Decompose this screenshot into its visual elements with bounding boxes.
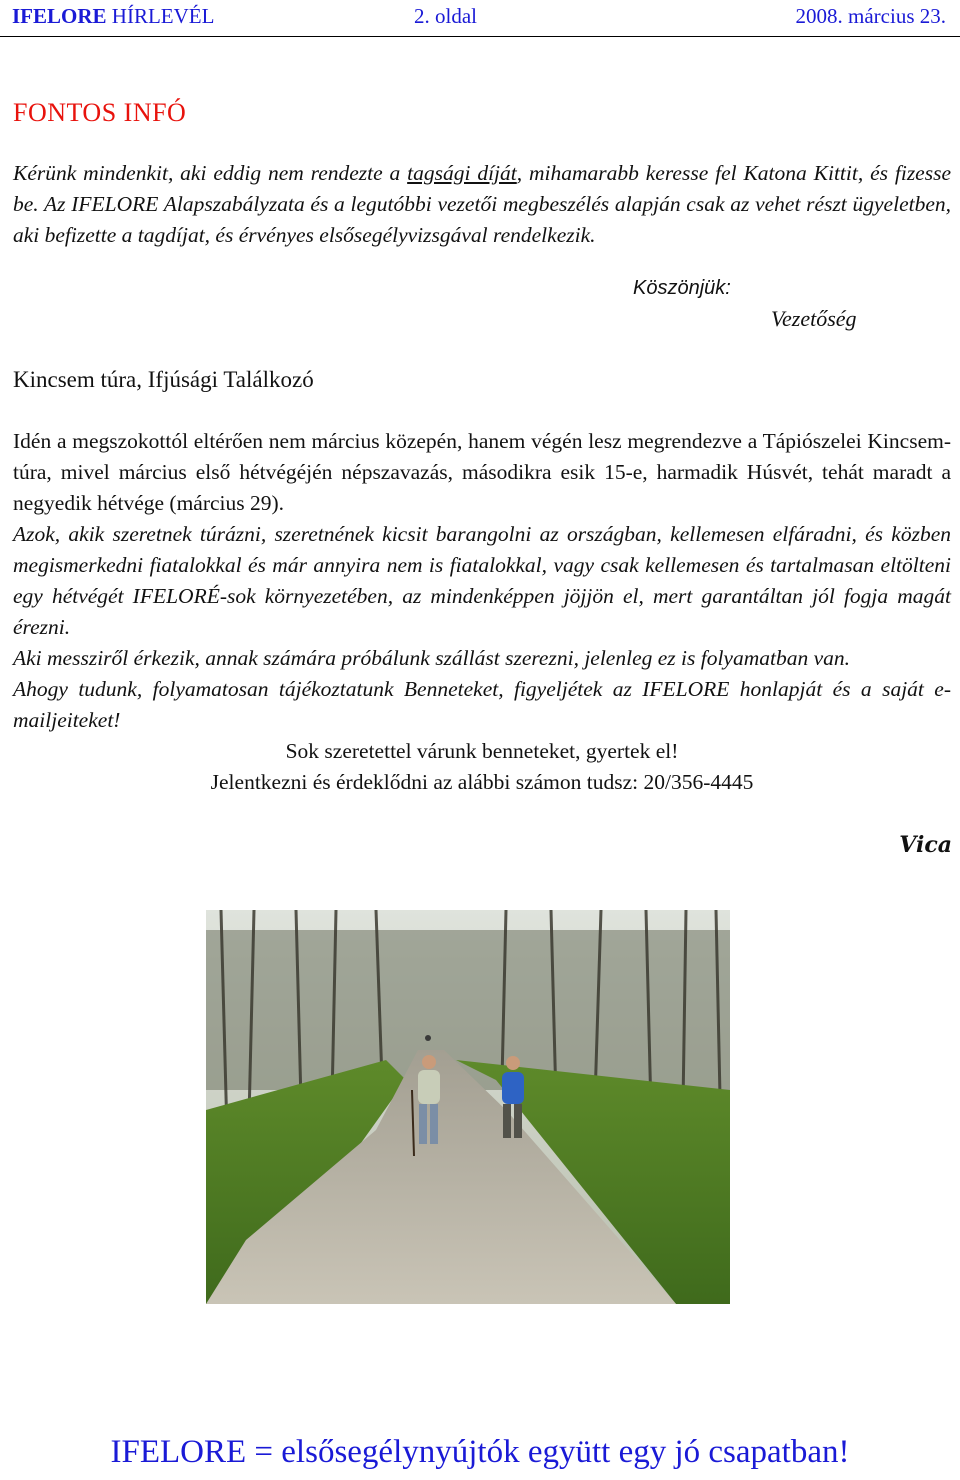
header-brand [12, 4, 214, 29]
article-paragraph-3: Aki messziről érkezik, annak számára próbálunk szállást szerezni, jelenleg ez is folyamatban van. [13, 646, 851, 670]
info-text-post: , mihamarabb keresse fel Katona Kittit, és fizesse be. Az IFELORE Alapszabályzata és a legutóbbi vezetői megbeszélés alapján csak az vehet részt ügyeletben, aki befizette a tagdíjat, és érvényes elsősegélyvizsgával rendelkezik. [13, 161, 952, 247]
thanks-text: Köszönjük: [633, 277, 731, 299]
issue-date: 2008. március 23. [795, 4, 946, 28]
info-title: FONTOS INFÓ [13, 98, 187, 127]
photo-hiker-distant [425, 1035, 431, 1041]
newsletter-header [0, 0, 960, 37]
info-text-pre: Kérünk mindenkit, aki eddig nem rendezte a [13, 161, 408, 185]
closing-line-2: Jelentkezni és érdeklődni az alábbi számon tudsz: 20/356-4445 [210, 770, 754, 794]
info-paragraph [13, 158, 951, 251]
article-title: Kincsem túra, Ifjúsági Találkozó [13, 367, 314, 392]
closing-line-1: Sok szeretettel várunk benneteket, gyertek el! [285, 739, 679, 763]
article-author: Vica [899, 832, 952, 858]
header-subtitle: HÍRLEVÉL [111, 4, 215, 28]
footer-slogan: IFELORE = elsősegélynyújtók együtt egy jó csapatban! [110, 1434, 850, 1470]
brand-name: IFELORE [12, 4, 107, 28]
article-paragraph-2: Azok, akik szeretnek túrázni, szeretnének kicsit barangolni az országban, kellemesen elfáradni, és közben megismerkedni fiatalokkal és már annyira nem is fiatalokkal, vagy csak kellemesen és tartalmasan eltölteni egy hétvégét IFELORÉ-sok környezetében, az mindenképpen jöjjön el, mert garantáltan jól fogja magát érezni. [13, 522, 951, 639]
article-paragraph-4: Ahogy tudunk, folyamatosan tájékoztatunk Benneteket, figyeljétek az IFELORE honlapját és a saját e-mailjeiteket! [13, 677, 951, 732]
article-paragraph-1: Idén a megszokottól eltérően nem március közepén, hanem végén lesz megrendezve a Tápiószelei Kincsem-túra, mivel március első hétvégéjén népszavazás, másodikra esik 15-e, harmadik Húsvét, tehát maradt a negyedik hétvége (március 29). [13, 429, 951, 515]
hiking-trail-photo [206, 910, 730, 1304]
info-signature: Vezetőség [771, 306, 857, 331]
info-underlined-text: tagsági díját [407, 161, 517, 185]
page-number: 2. oldal [414, 4, 477, 28]
article-body [13, 426, 951, 798]
